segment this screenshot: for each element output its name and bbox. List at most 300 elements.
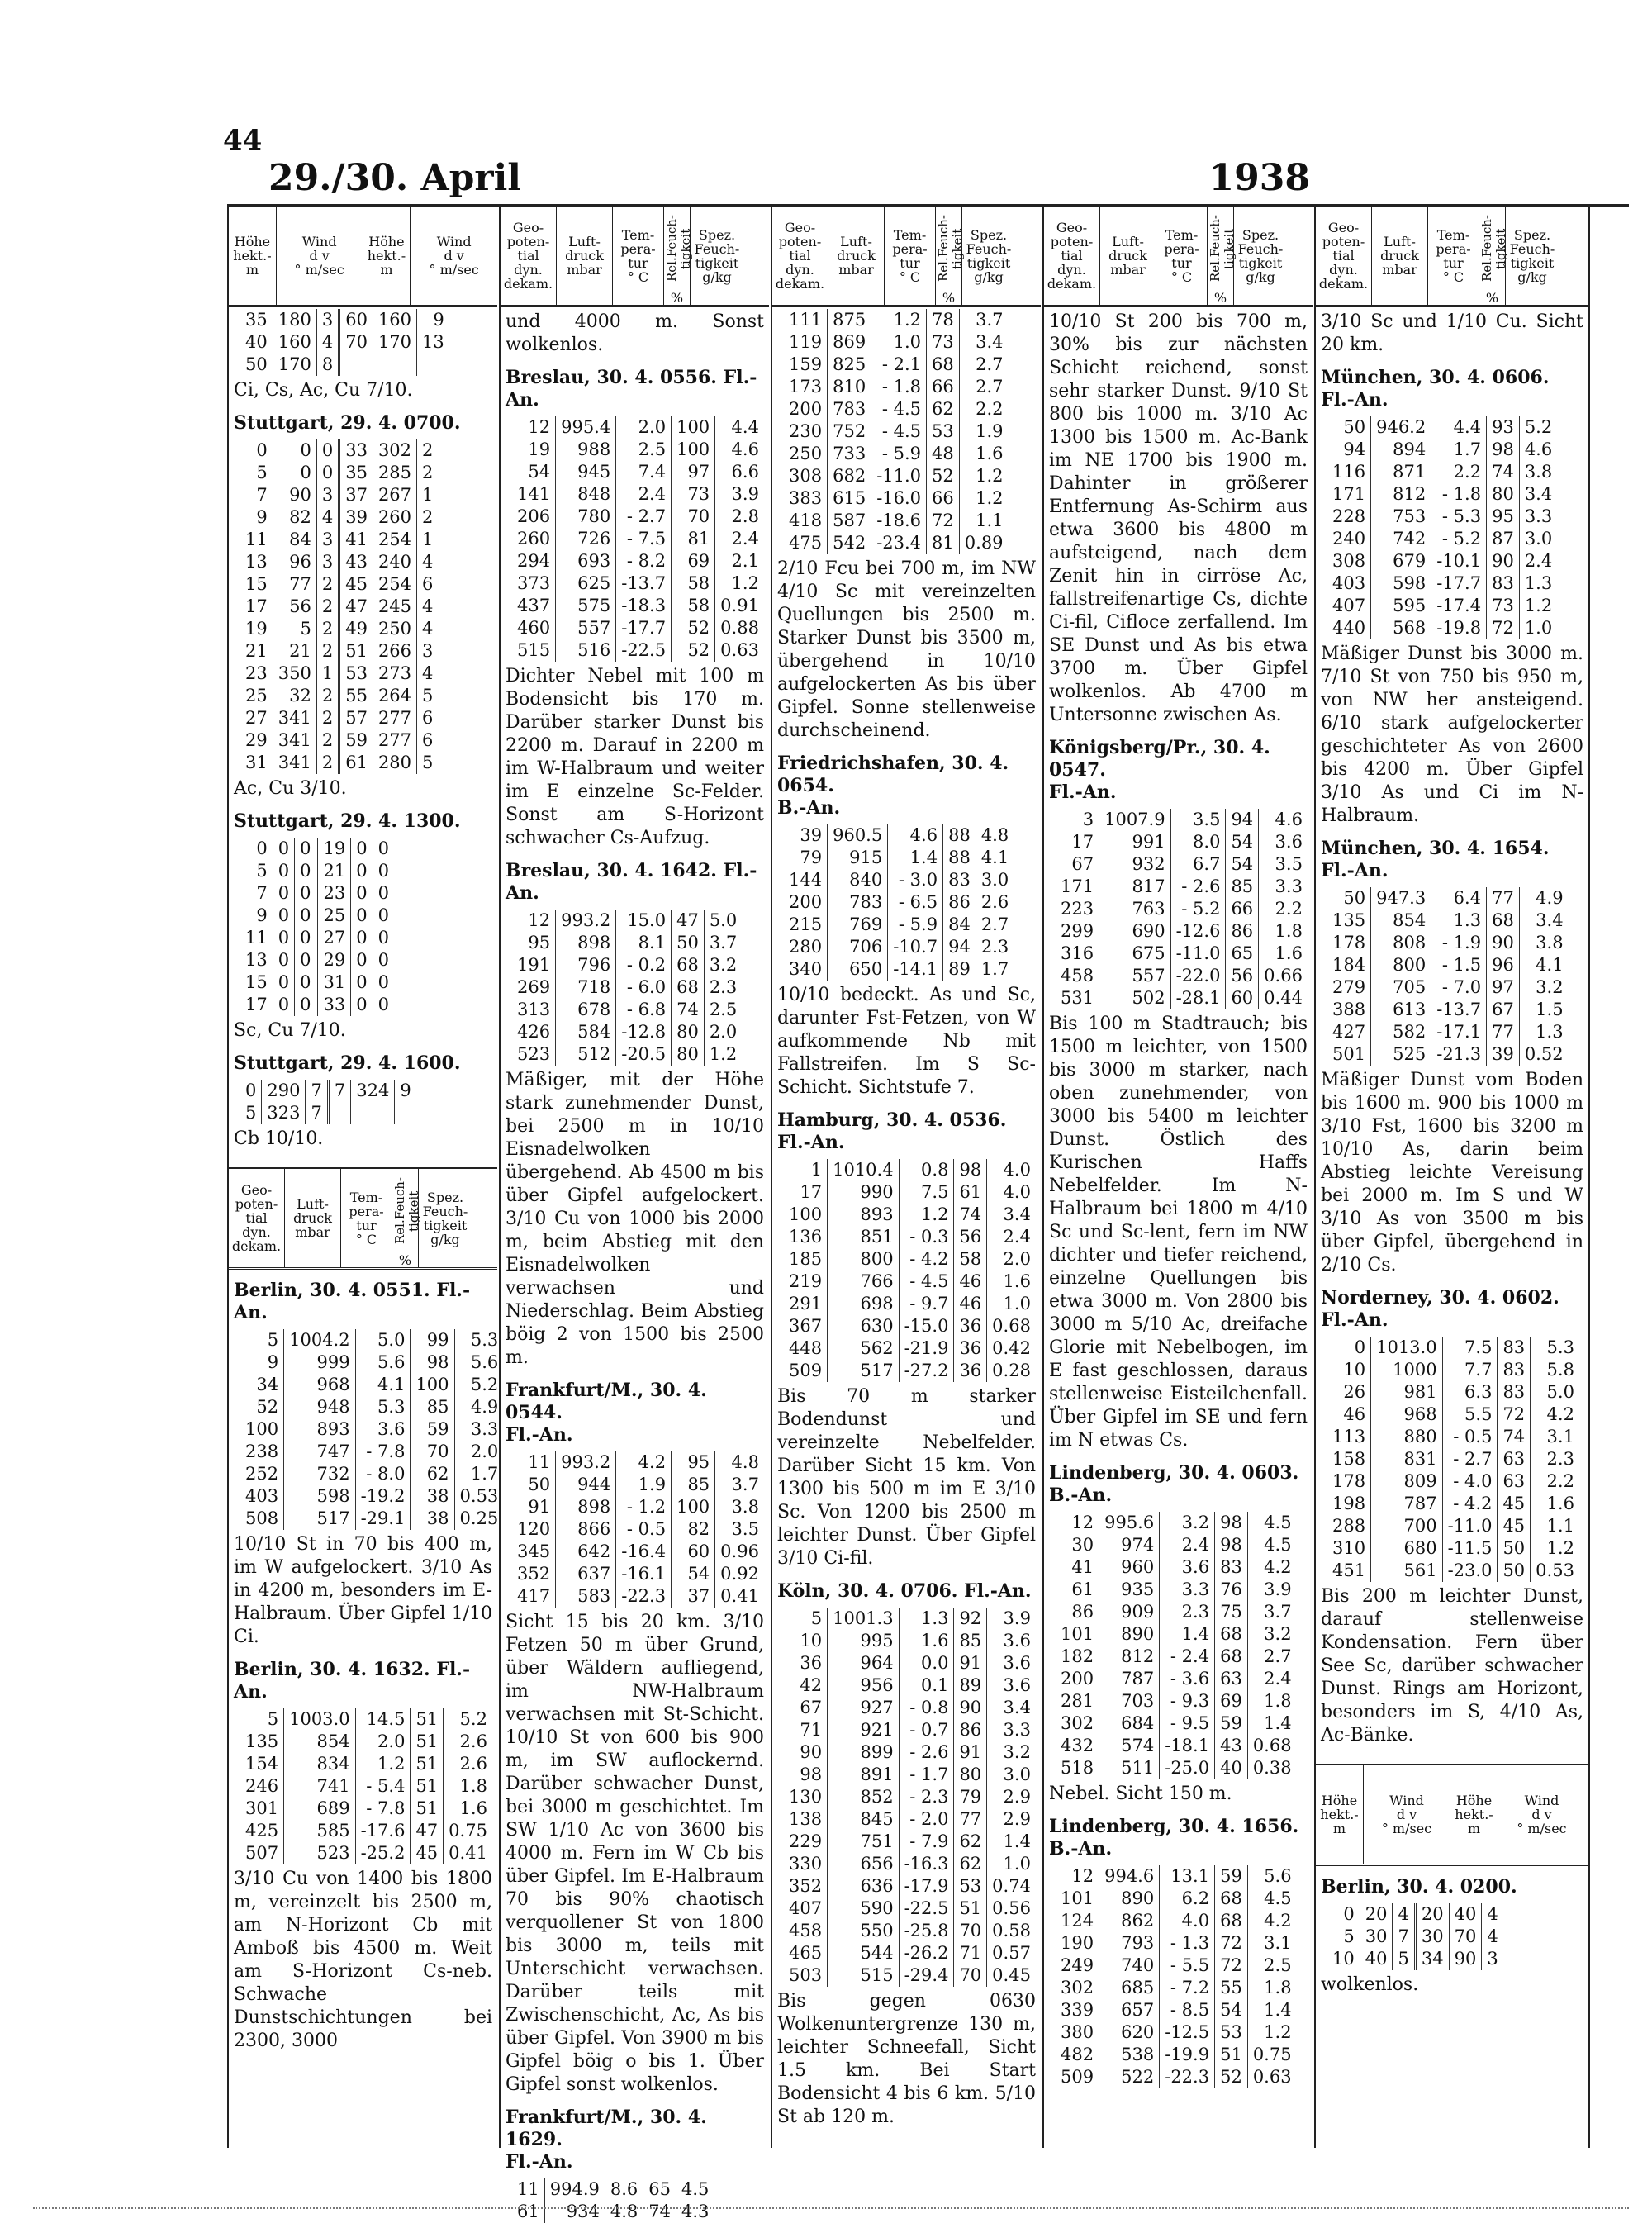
table-cell: 751 [828,1831,899,1853]
header-label: Höhe [368,234,405,249]
table-cell: 1.6 [1275,943,1303,963]
table-row [1327,1470,1579,1493]
table-cell: 58 [672,595,715,617]
table-cell: 465 [784,1942,828,1964]
table-row [240,309,449,331]
table-cell: 0 [377,838,389,858]
table-cell: 899 [828,1741,899,1764]
table-cell: 890 [1099,1888,1160,1910]
table-cell: 1.4 [1264,2000,1292,2020]
table-row [512,954,742,976]
table-cell: 280 [784,936,828,958]
table-cell: 83 [1498,1359,1531,1381]
table-cell: 294 [512,550,556,572]
table-cell: 45 [411,1842,444,1864]
table-cell: 81 [672,528,715,550]
table-row [784,1875,1036,1898]
table-cell: 46 [1327,1404,1371,1426]
station-title: Lindenberg, 30. 4. 1656. [1049,1816,1299,1837]
table-cell: 5.2 [1524,417,1553,437]
wind-data-table [240,439,438,774]
table-cell: 680 [1371,1537,1442,1560]
table-row [1327,1515,1579,1537]
aero-data-table [512,416,764,662]
table-cell: 36 [954,1360,987,1382]
table-cell: 316 [1056,943,1099,965]
table-row [1056,1579,1297,1601]
table-cell: 69 [1215,1690,1248,1712]
remark-text: Bis 70 m starker Bodendunst und vereinzelte Nebelfelder. Darüber Sicht 15 km. Von 1300 bis 500 m im E 3/10 Sc. Von 1200 bis 2500 m leichter Dunst. Über Gipfel 3/10 Ci-fil. [777,1386,1036,1569]
table-row [1056,1601,1297,1623]
table-cell: 2.7 [1264,1646,1292,1666]
station-heading [234,1052,492,1075]
table-cell: 35 [339,462,373,484]
table-cell: 0 [377,950,389,970]
table-cell: 0 [273,905,294,927]
table-cell: 61 [1056,1579,1099,1601]
table-row [240,1329,503,1351]
table-cell: 407 [1327,595,1371,617]
table-row [512,416,764,439]
table-cell: 74 [643,2201,676,2223]
table-cell: 124 [1056,1910,1099,1932]
table-cell: -11.0 [1442,1515,1498,1537]
table-cell: 53 [927,420,960,443]
table-cell: 31 [240,752,273,774]
table-cell: - 5.3 [1431,506,1487,528]
table-cell: 51 [411,1775,444,1798]
table-cell: - 2.0 [899,1808,954,1831]
table-cell: 1.3 [1524,573,1553,593]
table-cell: 1.7 [470,1464,499,1484]
table-cell: 4 [316,331,339,354]
table-row [1327,416,1557,439]
table-cell: 71 [784,1719,828,1741]
table-cell: 780 [556,506,616,528]
table-row [512,1541,764,1563]
header-label: Wind [436,234,472,249]
table-cell: 3.2 [1264,1624,1292,1644]
table-cell: 100 [672,416,715,439]
table-cell: 2 [316,640,339,663]
table-cell: 97 [1487,976,1520,999]
table-row [784,420,1009,443]
table-cell: 2 [422,507,434,527]
header-label: hekt.- [1455,1807,1493,1822]
table-row [512,1585,764,1608]
table-cell: -16.1 [616,1563,672,1585]
table-cell: 787 [1099,1668,1160,1690]
table-cell: 180 [273,309,316,331]
table-cell: 10 [1327,1948,1360,1970]
table-row [1327,1043,1569,1066]
table-cell: 3 [1487,1949,1498,1969]
table-cell: - 0.8 [899,1697,954,1719]
header-column [285,1169,341,1267]
header-unit: dekam. [775,276,825,292]
table-cell: 6 [422,730,434,750]
table-cell: 68 [672,976,705,999]
table-cell: 1.3 [899,1608,954,1630]
table-cell: 52 [672,617,715,639]
table-cell: 3 [316,551,339,573]
aero-table-header [1316,207,1588,307]
table-cell: 90 [1449,1948,1482,1970]
table-cell: 74 [1487,461,1520,483]
table-cell: 3.6 [1003,1653,1031,1673]
remark-text: Nebel. Sicht 150 m. [1049,1784,1232,1804]
station-heading [1321,367,1583,411]
table-row [1327,1926,1503,1948]
table-cell: 684 [1099,1712,1160,1735]
table-cell: 136 [784,1226,828,1248]
table-cell: 38 [411,1508,454,1530]
table-cell: 630 [828,1315,899,1337]
table-cell: 0 [351,927,373,949]
table-cell: 740 [1099,1955,1160,1977]
table-cell: 56 [954,1226,987,1248]
header-label: m [1467,1821,1481,1836]
table-cell: 3.4 [1536,910,1564,930]
station-heading [234,412,492,435]
header-column [691,207,743,305]
table-cell: 50 [1327,887,1371,910]
table-cell: 5 [240,1329,284,1351]
table-row [784,465,1009,487]
table-cell: 682 [828,465,871,487]
table-cell: 59 [1215,1865,1248,1888]
table-cell: -17.1 [1431,1021,1487,1043]
table-cell: 944 [556,1474,616,1496]
table-cell: - 4.2 [899,1248,954,1271]
table-cell: 10 [784,1630,828,1652]
page-number: 44 [223,124,263,157]
table-cell: - 1.9 [1431,932,1487,954]
table-cell: 4 [316,506,339,529]
table-cell: 47 [411,1820,444,1842]
table-cell: 39 [784,824,828,847]
table-cell: - 8.5 [1160,1999,1215,2021]
station-subtitle: B.-An. [1049,1484,1113,1506]
table-cell: 40 [1360,1948,1393,1970]
table-cell: 1 [422,485,434,505]
table-cell: 0.56 [992,1898,1031,1918]
table-cell: 810 [828,376,871,398]
header-unit: mbar [1110,262,1146,278]
table-cell: 111 [784,309,828,331]
header-unit: g/kg [1517,268,1547,285]
table-row [1056,853,1308,876]
table-cell: -19.9 [1160,2044,1215,2066]
remark-text: Bis gegen 0630 Wolkenuntergrenze 130 m, leichter Schneefall, Sicht 1.5 km. Bei Start Bodensicht 4 bis 6 km. 5/10 St ab 120 m. [777,1991,1036,2127]
table-cell: 281 [1056,1690,1099,1712]
table-cell: - 3.0 [888,869,943,891]
table-row [1327,1903,1503,1926]
table-cell: 4.1 [355,1374,411,1396]
table-cell: -17.7 [616,617,672,639]
aero-data-table [784,824,1014,981]
table-cell: 63 [1215,1668,1248,1690]
table-cell: - 4.0 [1442,1470,1498,1493]
table-cell: 0.63 [1252,2067,1292,2087]
table-cell: 898 [556,1496,616,1518]
table-cell: 3.6 [355,1418,411,1441]
table-cell: 1.9 [616,1474,672,1496]
table-cell: 185 [784,1248,828,1271]
table-cell: 367 [784,1315,828,1337]
table-cell: 418 [784,510,828,532]
header-unit: dekam. [1047,276,1097,292]
table-cell: 582 [1371,1021,1431,1043]
table-cell: 0.68 [992,1316,1031,1336]
header-label: Tem- pera- tur [1436,226,1471,271]
table-cell: 290 [262,1080,306,1102]
table-cell: 90 [954,1697,987,1719]
table-cell [417,354,449,376]
table-cell: 43 [1215,1735,1248,1757]
table-cell: 2.6 [459,1731,487,1751]
table-cell: 509 [1056,2066,1099,2088]
table-row [240,752,438,774]
table-row [1327,1537,1579,1560]
table-cell: 250 [784,443,828,465]
table-cell: 2.7 [980,914,1009,934]
table-cell: 7 [240,484,273,506]
wind-table-header [1316,1765,1588,1866]
table-row [1327,976,1569,999]
table-cell: 178 [1327,1470,1371,1493]
aero-table-header [229,1169,497,1270]
table-cell: 54 [1226,831,1259,853]
table-cell: 1.2 [731,573,759,593]
table-row [784,1831,1036,1853]
table-cell: 657 [1099,1999,1160,2021]
table-row [784,532,1009,554]
table-cell: 3.7 [731,1475,759,1494]
table-cell: 3.8 [1536,933,1564,952]
table-cell: 6.2 [1160,1888,1215,1910]
table-cell: 769 [828,914,888,936]
table-cell: 5.3 [1546,1337,1574,1357]
table-row [1327,1337,1579,1359]
station-title: Breslau, 30. 4. 0556. Fl.-An. [506,367,757,411]
header-unit: mbar [295,1224,330,1240]
table-cell: 9 [433,310,444,330]
table-cell: 1.2 [871,309,927,331]
remark-text: Ac, Cu 3/10. [234,778,347,799]
table-cell: 0 [273,949,294,971]
table-cell: 523 [284,1842,355,1864]
table-cell: 482 [1056,2044,1099,2066]
table-cell: 11 [240,927,273,949]
table-cell: 981 [1371,1381,1442,1404]
header-label: Wind [1524,1793,1559,1808]
table-cell: 7 [328,1080,350,1102]
table-cell: 20 [1415,1903,1449,1926]
table-cell: 30 [1056,1534,1099,1556]
aero-data-table [1056,809,1308,1009]
table-cell: 1.2 [1546,1538,1574,1558]
table-row [784,1786,1036,1808]
remark-text: 3/10 Sc und 1/10 Cu. Sicht 20 km. [1321,311,1583,355]
table-cell: 8.6 [605,2178,643,2201]
table-row [784,1741,1036,1764]
column-rule [1588,207,1590,2148]
table-cell: 138 [784,1808,828,1831]
table-cell: 12 [512,416,556,439]
table-cell: 3.4 [1003,1698,1031,1717]
table-cell: 1007.9 [1099,809,1170,831]
table-cell: 583 [556,1585,616,1608]
table-cell: -17.7 [1431,572,1487,595]
table-cell: 83 [1498,1381,1531,1404]
table-cell: 36 [784,1652,828,1674]
table-cell: 796 [556,954,616,976]
table-cell: 8 [316,354,339,376]
table-row [240,1775,492,1798]
table-cell: 4.5 [681,2179,710,2199]
table-cell: 82 [672,1518,715,1541]
table-cell: 61 [954,1181,987,1204]
table-cell: 516 [556,639,616,662]
table-cell: - 9.7 [899,1293,954,1315]
table-cell: 0.53 [1536,1560,1574,1580]
table-cell: 52 [672,639,715,662]
header-label: Tem- pera- tur [892,226,928,271]
table-cell: 15 [240,573,273,596]
table-cell: 0.89 [964,533,1004,553]
table-cell: 675 [1099,943,1170,965]
station-heading [777,1580,1036,1603]
table-cell: 79 [784,847,828,869]
table-row [1327,1560,1579,1582]
table-cell: -26.2 [899,1942,954,1964]
table-cell: 130 [784,1786,828,1808]
aero-data-table [1056,1865,1297,2088]
table-cell: 0 [316,462,339,484]
table-row [784,1315,1036,1337]
table-cell: 90 [273,484,316,506]
table-cell: 58 [672,572,715,595]
table-cell: 4 [1393,1903,1415,1926]
remark-text: Bis 100 m Stadtrauch; bis 1500 m leichter, von 1500 bis 3000 m starker, nach oben zunehmender, von 3000 bis 5400 m leichter Dunst. Östlich des Kurischen Haffs Nebelfelder. Im N-Halbraum bei 1800 m 4/10 Sc und Sc-lent, fern im NW dichter und tiefer reichend, einzelne Quellungen bis etwa 3000 m. Von 2800 bis 3000 m 5/10 Ac, dreifache Glorie mit Nebelbogen, im E fast geschlossen, daraus stellenweise Eisteilchenfall. Über Gipfel im SE und fern im N etwas Cs. [1049,1014,1308,1451]
aero-table-header [1044,207,1313,307]
table-row [1056,1955,1297,1977]
table-cell: 9 [240,506,273,529]
header-label: Tem- pera- tur [349,1189,384,1233]
table-cell: 74 [1498,1426,1531,1448]
table-cell: 21 [273,640,316,663]
table-cell: - 0.3 [899,1226,954,1248]
header-unit: g/kg [1246,268,1275,285]
table-cell: 82 [273,506,316,529]
table-cell: 73 [672,483,715,506]
table-cell: 37 [672,1585,715,1608]
table-cell: 4.0 [1003,1160,1031,1180]
table-cell: 80 [954,1764,987,1786]
table-cell: 52 [927,465,960,487]
table-cell: - 5.5 [1160,1955,1215,1977]
table-cell: 948 [284,1396,355,1418]
remark-text: 10/10 bedeckt. As und Sc, darunter Fst-Fetzen, von W aufkommende Nb mit Fallstreifen. Im S Sc-Schicht. Sichtstufe 7. [777,985,1036,1098]
table-cell: 19 [317,838,351,860]
table-row [1056,1735,1297,1757]
table-cell: 817 [1099,876,1170,898]
table-cell: 1001.3 [828,1608,899,1630]
table-cell: 302 [1056,1977,1099,1999]
table-cell: -18.6 [871,510,927,532]
table-row [240,707,438,729]
table-cell: 70 [1449,1926,1482,1948]
table-cell: - 4.5 [899,1271,954,1293]
wind-table-header [229,207,497,307]
remark-text: Bis 200 m leichter Dunst, darauf stellenweise Kondensation. Fern über See Sc, darüber schwacher Dunst. Rings am Horizont, besonders im S, 4/10 As, Ac-Bänke. [1321,1586,1583,1746]
table-cell: 56 [273,596,316,618]
table-row [512,572,764,595]
table-cell: 590 [828,1898,899,1920]
header-column [1316,207,1372,305]
table-cell: 0 [351,905,373,927]
table-cell: 50 [1498,1560,1531,1582]
table-cell: - 2.1 [871,354,927,376]
table-cell: 86 [1226,920,1259,943]
table-cell: 2.0 [616,416,672,439]
table-cell: 98 [1215,1512,1248,1534]
table-row [1056,2044,1297,2066]
table-cell: 909 [1099,1601,1160,1623]
table-cell: - 1.8 [1431,483,1487,506]
table-row [1327,528,1557,550]
station-title: Königsberg/Pr., 30. 4. 0547. [1049,737,1270,781]
table-cell: 78 [927,309,960,331]
table-cell: -25.0 [1160,1757,1215,1779]
table-row [1056,1977,1297,1999]
table-cell: 587 [828,510,871,532]
table-cell: 848 [556,483,616,506]
header-label: Rel.Feuch- tigkeit [1479,215,1508,283]
table-cell: - 0.5 [1442,1426,1498,1448]
table-cell: 523 [512,1043,556,1066]
table-cell: 47 [672,910,705,932]
table-cell: 95 [672,1451,715,1474]
table-cell: 229 [784,1831,828,1853]
table-cell: 968 [284,1374,355,1396]
table-cell: 52 [1215,2066,1248,2088]
table-row [512,639,764,662]
station-heading [506,367,764,411]
table-cell: 171 [1327,483,1371,506]
table-cell: 3.8 [731,1497,759,1517]
table-cell [339,354,373,376]
table-cell: 1.6 [459,1798,487,1818]
header-column [501,207,557,305]
station-title: Berlin, 30. 4. 0200. [1321,1876,1517,1898]
header-label: Geo- poten- tial dyn. [778,220,822,278]
table-cell: 7 [306,1102,328,1124]
table-cell: 96 [273,551,316,573]
table-cell: 2.8 [731,506,759,526]
table-row [512,1474,764,1496]
table-cell: 501 [1327,1043,1371,1066]
table-cell: 825 [828,354,871,376]
table-cell: 2.6 [459,1754,487,1774]
table-cell: 159 [784,354,828,376]
table-cell: 995 [828,1630,899,1652]
table-cell: 851 [828,1226,899,1248]
wind-data-table [240,838,394,1016]
remark-text: Mäßiger, mit der Höhe stark zunehmender Dunst, bei 2500 m in 10/10 Eisnadelwolken übergehend. Ab 4500 m bis über Gipfel aufgelockert. 3/10 Cu von 1000 bis 2000 m, beim Abstieg mit den Eisnadelwolken verwachsen und Niederschlag. Beim Abstieg böig 2 von 1500 bis 2500 m. [506,1070,764,1368]
table-cell: 25 [317,905,351,927]
